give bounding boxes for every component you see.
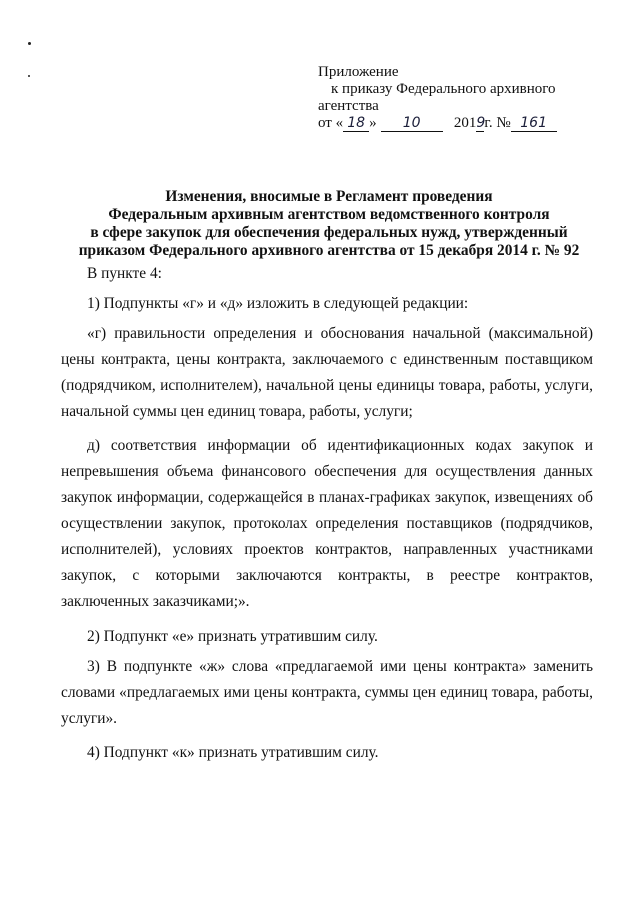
document-body: [61, 261, 593, 766]
annex-heading: Приложение: [318, 64, 399, 80]
annex-agency: агентства: [318, 98, 379, 114]
annex-order-ref: к приказу Федерального архивного: [331, 81, 556, 97]
title-line: приказом Федерального архивного агентства от 15 декабря 2014 г. № 92: [78, 242, 580, 259]
title-line: Изменения, вносимые в Регламент проведения: [165, 188, 493, 205]
paragraph-item-2: 2) Подпункт «е» признать утратившим силу.: [87, 628, 378, 645]
paragraph-subitem-g: «г) правильности определения и обоснования начальной (максимальной) цены контракта, цены контракта, заключаемого с единственным поставщиком (подрядчиком, исполнителем), начальной цены единицы товара, работы, услуги, начальной суммы цен единиц товара, работы, услуги;: [61, 325, 593, 420]
paragraph-subitem-d: д) соответствия информации об идентификационных кодах закупок и непревышения объема финансового обеспечения для осуществления данных закупок информации, содержащейся в планах-графиках закупок, извещениях об осуществлении закупок, протоколах определения поставщиков (подрядчиков, исполнителей), условиях проектов контрактов, направленных участниками закупок, с которыми заключаются контракты, в реестре контрактов, заключенных заказчиками;».: [61, 437, 593, 610]
year-digit-handwritten: 9: [476, 115, 486, 131]
date-mid: »: [369, 115, 377, 131]
paragraph-item-3: 3) В подпункте «ж» слова «предлагаемой ими цены контракта» заменить словами «предлагаемых ими цены контракта, суммы цен единиц товара, работы, услуги».: [61, 658, 593, 727]
paragraph-intro: В пункте 4:: [87, 265, 162, 282]
order-number-handwritten: 161: [511, 116, 557, 132]
paragraph-item-4: 4) Подпункт «к» признать утратившим силу.: [87, 744, 379, 761]
document-title: [70, 188, 588, 260]
date-month-handwritten: 10: [381, 116, 443, 132]
scan-speck: [28, 75, 30, 77]
annex-block: [318, 64, 618, 132]
title-line: в сфере закупок для обеспечения федеральных нужд, утвержденный: [90, 224, 568, 241]
scan-speck: [28, 42, 31, 45]
year-prefix: 201: [453, 115, 477, 131]
title-line: Федеральным архивным агентством ведомственного контроля: [108, 206, 550, 223]
annex-date-line: [318, 115, 618, 132]
year-suffix: г. №: [484, 115, 511, 131]
date-day-handwritten: 18: [343, 116, 369, 132]
date-prefix: от «: [318, 115, 344, 131]
paragraph-item-1: 1) Подпункты «г» и «д» изложить в следующей редакции:: [87, 295, 469, 312]
